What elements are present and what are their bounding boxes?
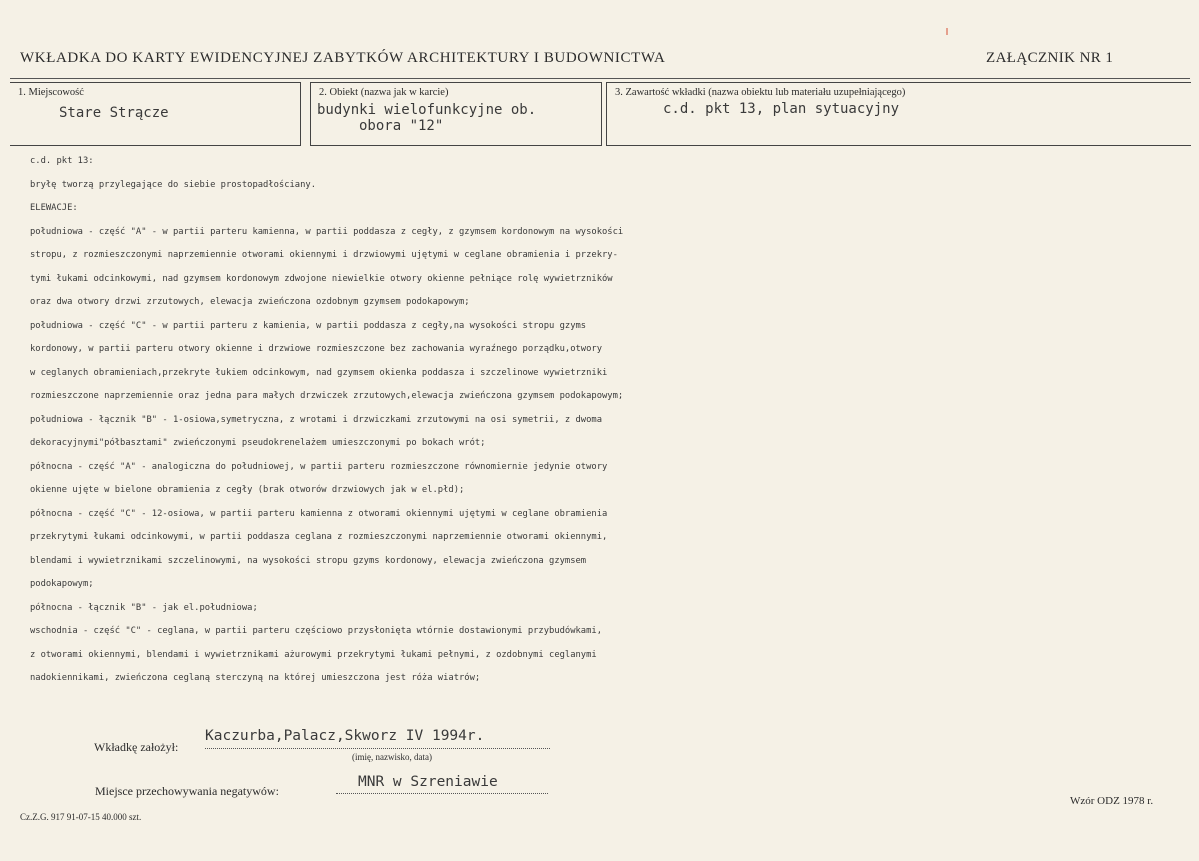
contents-label: 3. Zawartość wkładki (nazwa obiektu lub materiału uzupełniającego) <box>615 87 906 98</box>
red-ink-mark <box>946 28 948 35</box>
description-line: bryłę tworzą przylegające do siebie prostopadłościany. <box>30 179 316 190</box>
description-line: w ceglanych obramieniach,przekryte łukiem odcinkowym, nad gzymsem okienka poddasza i szczelinowe wywietrzniki <box>30 367 608 378</box>
founded-by-dotted-line <box>205 748 550 749</box>
description-line: północna - część "A" - analogiczna do południowej, w partii parteru rozmieszczone równomiernie jedynie otwory <box>30 461 608 472</box>
description-line: północna - część "C" - 12-osiowa, w partii parteru kamienna z otworami okiennymi ujętymi w ceglane obramienia <box>30 508 608 519</box>
description-text <box>30 150 1195 691</box>
description-line: blendami i wywietrznikami szczelinowymi, na wysokości stropu gzyms kordonowy, elewacja zwieńczona gzymsem <box>30 555 587 566</box>
description-line: północna - łącznik "B" - jak el.południowa; <box>30 602 258 613</box>
location-label: 1. Miejscowość <box>18 87 84 98</box>
description-line: przekrytymi łukami odcinkowymi, w partii poddasza ceglana z rozmieszczonymi naprzemiennie otworami okiennymi, <box>30 532 608 542</box>
description-line: nadokiennikami, zwieńczona ceglaną sterczyną na której umieszczona jest róża wiatrów; <box>30 673 481 683</box>
description-line: południowa - część "A" - w partii parteru kamienna, w partii poddasza z cegły, z gzymsem kordonowym na wysokości <box>30 226 624 237</box>
location-value: Stare Strącze <box>59 105 169 121</box>
description-line: rozmieszczone naprzemiennie oraz jedna para małych drzwiczek zrzutowych,elewacja zwieńczona gzymsem podokapowym; <box>30 391 624 401</box>
object-field <box>310 82 602 146</box>
object-label: 2. Obiekt (nazwa jak w karcie) <box>319 87 449 98</box>
contents-value: c.d. pkt 13, plan sytuacyjny <box>663 101 900 117</box>
description-line: z otworami okiennymi, blendami i wywietrznikami ażurowymi przekrytymi łukami pełnymi, z ozdobnymi ceglanymi <box>30 649 597 660</box>
description-line: wschodnia - część "C" - ceglana, w partii parteru częściowo przysłonięta wtórnie dostawionymi przybudówkami, <box>30 626 602 636</box>
description-line: ELEWACJE: <box>30 203 78 213</box>
description-line: południowa - łącznik "B" - 1-osiowa,symetryczna, z wrotami i drzwiczkami zrzutowymi na osi symetrii, z dwoma <box>30 414 602 425</box>
founded-by-label: Wkładkę założył: <box>94 740 179 754</box>
description-line: tymi łukami odcinkowymi, nad gzymsem kordonowym zdwojone niewielkie otwory okienne pełniące rolę wywietrzników <box>30 273 613 284</box>
description-line: okienne ujęte w bielone obramienia z cegły (brak otworów drzwiowych jak w el.płd); <box>30 485 465 495</box>
description-line: oraz dwa otwory drzwi zrzutowych, elewacja zwieńczona ozdobnym gzymsem podokapowym; <box>30 297 470 307</box>
description-line: stropu, z rozmieszczonymi naprzemiennie otworami okiennymi i drzwiowymi ujętymi w ceglane obramienia i przekry- <box>30 250 618 260</box>
negatives-storage-dotted-line <box>336 793 548 794</box>
founded-by-value: Kaczurba,Palacz,Skworz IV 1994r. <box>205 728 485 744</box>
description-line: podokapowym; <box>30 579 94 589</box>
location-field <box>10 82 301 146</box>
header-rule <box>10 78 1190 79</box>
object-value-line-2: obora "12" <box>359 118 444 134</box>
form-model: Wzór ODZ 1978 r. <box>1070 795 1154 807</box>
form-title: WKŁADKA DO KARTY EWIDENCYJNEJ ZABYTKÓW ARCHITEKTURY I BUDOWNICTWA <box>20 50 666 66</box>
description-line: c.d. pkt 13: <box>30 156 94 166</box>
description-line: południowa - część "C" - w partii parteru z kamienia, w partii poddasza z cegły,na wysokości stropu gzyms <box>30 320 587 331</box>
object-value-line-1: budynki wielofunkcyjne ob. <box>317 102 537 118</box>
negatives-storage-value: MNR w Szreniawie <box>358 774 498 790</box>
print-info: Cz.Z.G. 917 91-07-15 40.000 szt. <box>20 812 142 822</box>
negatives-storage-label: Miejsce przechowywania negatywów: <box>95 784 279 798</box>
description-line: dekoracyjnymi"półbasztami" zwieńczonymi pseudokrenelażem umieszczonymi po bokach wrót; <box>30 438 486 448</box>
description-line: kordonowy, w partii parteru otwory okienne i drzwiowe rozmieszczone bez zachowania wyraźnego porządku,otwory <box>30 344 602 354</box>
attachment-number: ZAŁĄCZNIK NR 1 <box>986 50 1114 66</box>
founded-by-caption: (imię, nazwisko, data) <box>352 752 432 762</box>
contents-field <box>606 82 1191 146</box>
